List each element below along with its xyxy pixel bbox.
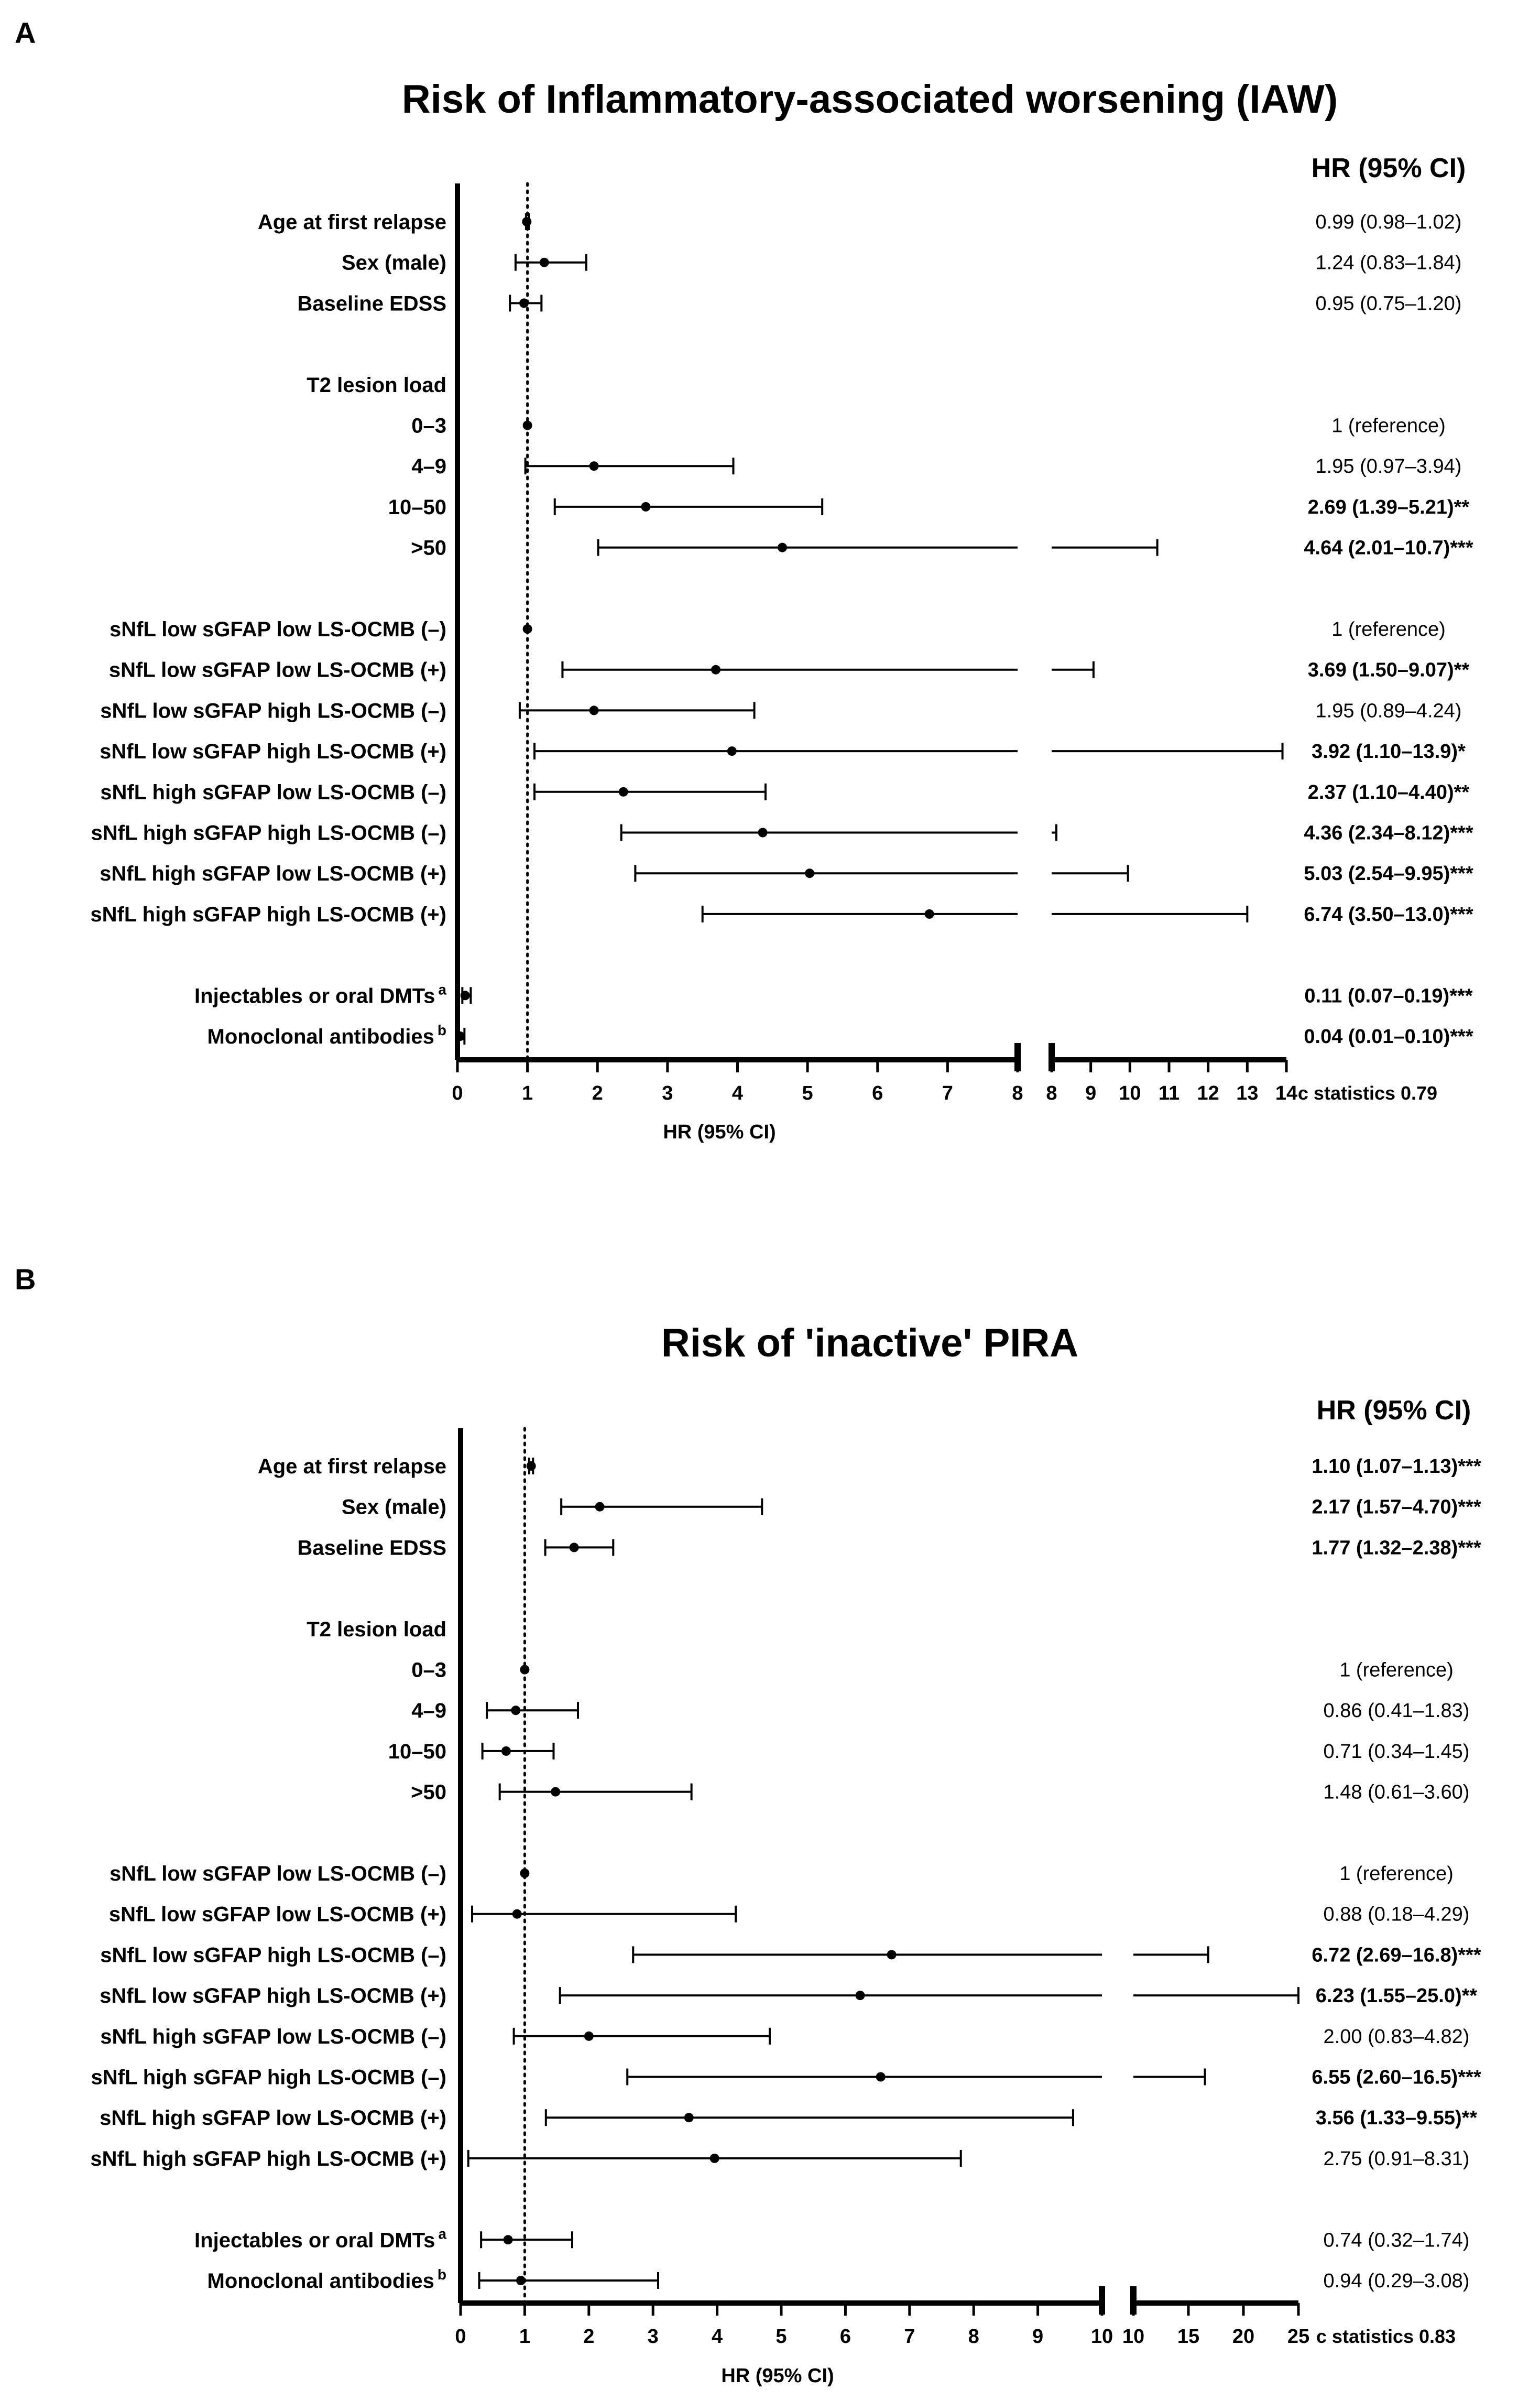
hr-point [523,624,532,634]
row-label [100,1943,446,1967]
forest-row [258,1455,1481,1478]
row-label-text: Baseline EDSS [297,1536,446,1560]
hr-point [619,787,628,797]
row-label [100,740,446,763]
x-tick-label: 0 [455,2326,466,2348]
forest-row [90,2147,1469,2170]
forest-row [297,292,1461,315]
hr-ci-text: 0.99 (0.98–1.02) [1315,211,1462,233]
row-label [91,822,446,845]
row-label-text: sNfL high sGFAP low LS-OCMB (–) [100,2025,446,2048]
hr-point [684,2113,694,2122]
x-tick-label: 5 [776,2326,787,2348]
hr-point [516,2276,526,2285]
x-tick-label: 5 [802,1082,813,1104]
x-tick-label: 3 [647,2326,659,2348]
row-label [90,2147,446,2170]
forest-row [91,2066,1481,2089]
hr-point [641,502,650,512]
forest-row [342,252,1462,275]
x-axis-title: HR (95% CI) [663,1121,776,1143]
x-tick-label: 8 [1046,1082,1057,1104]
hr-ci-text: 1.95 (0.89–4.24) [1315,700,1462,722]
hr-ci-text: 0.11 (0.07–0.19)*** [1304,985,1473,1007]
hr-ci-text: 6.55 (2.60–16.5)*** [1312,2066,1481,2089]
x-tick-label: 15 [1177,2326,1200,2348]
hr-point [595,1502,605,1512]
hr-ci-text: 2.00 (0.83–4.82) [1323,2025,1470,2048]
x-tick-label: 2 [592,1082,603,1104]
forest-row [342,1496,1481,1519]
forest-panel-b [15,1263,1481,2387]
x-tick-label: 9 [1085,1082,1097,1104]
forest-row [307,374,446,397]
row-label-text: sNfL low sGFAP low LS-OCMB (–) [109,618,446,641]
row-label [297,1536,446,1559]
forest-row [194,981,1473,1007]
hr-point [540,258,549,267]
row-label-text: 4–9 [411,1699,446,1723]
forest-row [100,1943,1481,1967]
x-tick-label: 1 [522,1082,533,1104]
hr-point [584,2032,594,2041]
row-label-text: sNfL low sGFAP high LS-OCMB (+) [100,1984,446,2008]
forest-row [110,618,1446,641]
row-label-text: sNfL low sGFAP low LS-OCMB (+) [108,1903,446,1926]
row-label [110,618,446,641]
row-label-superscript: b [437,2266,446,2283]
hr-ci-text: 3.56 (1.33–9.55)** [1315,2107,1478,2130]
forest-row [388,1740,1470,1763]
row-label-text: >50 [411,536,446,560]
row-label-text: sNfL low sGFAP low LS-OCMB (–) [109,1862,446,1885]
row-label [411,537,446,560]
row-label [194,2225,446,2252]
row-label-text: T2 lesion load [307,1617,446,1641]
hr-point [589,705,599,715]
hr-ci-text: 5.03 (2.54–9.95)*** [1304,863,1473,885]
hr-point [589,461,599,471]
hr-ci-text: 4.36 (2.34–8.12)*** [1304,822,1473,844]
x-tick-label: 9 [1032,2326,1044,2348]
c-statistic: c statistics 0.83 [1316,2326,1456,2347]
row-label [90,903,446,926]
x-tick-label: 8 [1012,1082,1023,1104]
hr-point [520,1665,529,1675]
hr-point [887,1950,897,1959]
hr-point [527,1461,536,1471]
hr-ci-text: 1 (reference) [1331,618,1446,640]
chart-title: Risk of Inflammatory-associated worsening (IAW) [401,77,1338,122]
hr-column-header: HR (95% CI) [1311,153,1466,183]
hr-point [520,1869,529,1878]
row-label-text: sNfL low sGFAP high LS-OCMB (–) [100,699,446,723]
hr-point [856,1991,865,2000]
hr-ci-text: 0.04 (0.01–0.10)*** [1304,1026,1473,1048]
row-label [207,2266,446,2293]
x-tick-label: 7 [942,1082,953,1104]
forest-row [194,2225,1469,2252]
x-tick-label: 7 [904,2326,915,2348]
row-label-text: Sex (male) [341,1495,446,1519]
hr-point [758,828,768,838]
row-label-text: Injectables or oral DMTs [194,984,435,1008]
forest-row [100,2025,1469,2048]
row-label-text: sNfL high sGFAP high LS-OCMB (–) [91,2066,446,2089]
forest-row [411,537,1473,560]
row-label [100,862,446,885]
hr-ci-text: 1.95 (0.97–3.94) [1315,455,1462,478]
forest-row [207,2266,1470,2293]
forest-row [100,2106,1477,2130]
row-label-text: Age at first relapse [257,211,446,234]
hr-point [711,665,720,675]
x-tick-label: 6 [839,2326,851,2348]
x-tick-label: 10 [1090,2326,1113,2348]
forest-row [411,455,1461,478]
hr-point [522,217,531,226]
forest-row [90,903,1473,926]
x-tick-label: 3 [662,1082,673,1104]
x-tick-label: 13 [1236,1082,1259,1104]
row-label-text: sNfL high sGFAP high LS-OCMB (–) [91,821,446,845]
forest-row [258,211,1462,234]
row-label-superscript: a [438,981,446,998]
hr-column-header: HR (95% CI) [1316,1395,1471,1426]
hr-ci-text: 0.95 (0.75–1.20) [1315,292,1462,315]
hr-ci-text: 0.94 (0.29–3.08) [1323,2270,1470,2292]
row-label [411,1781,446,1804]
hr-point [570,1543,579,1552]
hr-point [805,868,814,878]
row-label [307,374,446,397]
row-label [100,2025,446,2048]
row-label [91,2066,446,2089]
row-label [342,1496,446,1519]
row-label [100,1984,446,2007]
row-label [411,1699,446,1722]
row-label-text: 10–50 [388,495,446,519]
forest-row [297,1536,1481,1559]
forest-row [100,781,1469,804]
row-label-superscript: b [437,1022,446,1038]
chart-title: Risk of 'inactive' PIRA [661,1321,1079,1365]
hr-ci-text: 6.23 (1.55–25.0)** [1315,1985,1478,2007]
row-label-text: sNfL low sGFAP high LS-OCMB (–) [100,1943,446,1967]
hr-point [519,298,529,308]
row-label-text: 0–3 [411,1658,446,1682]
forest-row [110,1862,1454,1885]
hr-point [455,1031,465,1041]
row-label [342,252,446,275]
row-label-text: Sex (male) [341,251,446,275]
row-label-text: sNfL high sGFAP low LS-OCMB (–) [100,780,446,804]
hr-point [523,421,532,430]
row-label [100,699,446,722]
hr-ci-text: 0.71 (0.34–1.45) [1323,1740,1470,1763]
hr-ci-text: 1 (reference) [1339,1863,1454,1885]
row-label [411,415,446,438]
row-label-text: T2 lesion load [307,373,446,397]
row-label [207,1022,446,1048]
forest-row [91,822,1473,845]
row-label-text: >50 [411,1780,446,1804]
hr-point [511,1706,520,1715]
row-label-superscript: a [438,2225,446,2242]
row-label [307,1618,446,1641]
forest-row [207,1022,1473,1048]
panel-letter: A [15,16,36,49]
forest-row [411,1659,1454,1682]
forest-row [100,740,1466,763]
forest-row [100,1984,1477,2007]
row-label [100,781,446,804]
x-tick-label: 10 [1119,1082,1141,1104]
hr-point [710,2154,719,2163]
row-label [109,1903,446,1926]
row-label-text: 4–9 [411,455,446,479]
forest-row [388,496,1470,519]
hr-ci-text: 1 (reference) [1339,1659,1454,1681]
row-label [110,1862,446,1885]
x-tick-label: 4 [731,1082,744,1104]
row-label [297,292,446,315]
panel-letter: B [15,1263,36,1296]
row-label [388,496,446,519]
hr-ci-text: 6.72 (2.69–16.8)*** [1312,1944,1481,1967]
x-tick-label: 14 [1275,1082,1298,1104]
forest-row [411,1781,1469,1804]
c-statistic: c statistics 0.79 [1297,1082,1438,1104]
row-label [100,2106,446,2130]
row-label [258,1455,446,1478]
hr-point [876,2072,886,2082]
row-label-text: sNfL low sGFAP high LS-OCMB (+) [100,740,446,764]
hr-ci-text: 1 (reference) [1331,415,1446,437]
hr-point [501,1746,511,1756]
x-tick-label: 6 [872,1082,883,1104]
row-label [194,981,446,1007]
row-label [258,211,446,234]
hr-point [925,909,934,919]
x-tick-label: 1 [519,2326,530,2348]
row-label [411,455,446,478]
forest-row [109,1903,1470,1926]
row-label-text: sNfL high sGFAP high LS-OCMB (+) [90,903,446,926]
row-label-text: Injectables or oral DMTs [194,2229,435,2252]
row-label-text: Baseline EDSS [297,292,446,316]
row-label-text: sNfL high sGFAP low LS-OCMB (+) [100,2106,446,2130]
hr-ci-text: 2.69 (1.39–5.21)** [1307,496,1470,518]
hr-ci-text: 3.92 (1.10–13.9)* [1312,741,1466,763]
row-label [388,1740,446,1763]
row-label-text: sNfL high sGFAP high LS-OCMB (+) [90,2147,446,2170]
hr-ci-text: 0.86 (0.41–1.83) [1323,1700,1470,1722]
hr-ci-text: 2.37 (1.10–4.40)** [1307,781,1470,803]
hr-point [461,991,470,1000]
x-tick-label: 25 [1287,2326,1310,2348]
x-tick-label: 8 [968,2326,979,2348]
row-label-text: Monoclonal antibodies [207,1025,434,1048]
row-label [109,659,446,682]
row-label-text: 10–50 [388,1740,446,1763]
forest-row [307,1618,446,1641]
hr-ci-text: 2.17 (1.57–4.70)*** [1312,1496,1481,1518]
hr-ci-text: 1.77 (1.32–2.38)*** [1312,1537,1481,1559]
forest-row [411,1699,1469,1722]
hr-ci-text: 4.64 (2.01–10.7)*** [1304,537,1473,559]
x-tick-label: 4 [712,2326,723,2348]
forest-row [411,415,1446,438]
x-tick-label: 0 [452,1082,463,1104]
hr-point [551,1787,560,1797]
x-tick-label: 12 [1197,1082,1219,1104]
row-label-text: 0–3 [411,414,446,438]
hr-point [504,2235,513,2244]
row-label-text: sNfL low sGFAP low LS-OCMB (+) [108,658,446,682]
row-label-text: sNfL high sGFAP low LS-OCMB (+) [100,862,446,886]
x-tick-label: 2 [583,2326,595,2348]
hr-ci-text: 3.69 (1.50–9.07)** [1307,659,1470,681]
hr-ci-text: 0.88 (0.18–4.29) [1323,1903,1470,1926]
forest-row [100,699,1461,722]
x-axis-title: HR (95% CI) [721,2365,834,2387]
row-label-text: Monoclonal antibodies [207,2269,434,2293]
hr-ci-text: 2.75 (0.91–8.31) [1323,2147,1470,2170]
x-tick-label: 10 [1122,2326,1145,2348]
forest-row [109,659,1470,682]
hr-ci-text: 1.24 (0.83–1.84) [1315,252,1462,274]
row-label [411,1659,446,1682]
hr-point [727,746,737,756]
hr-ci-text: 0.74 (0.32–1.74) [1323,2229,1470,2252]
forest-row [100,862,1473,885]
hr-point [512,1909,522,1919]
row-label-text: Age at first relapse [257,1455,446,1478]
hr-ci-text: 6.74 (3.50–13.0)*** [1304,903,1473,926]
forest-panel-a [15,16,1473,1143]
hr-ci-text: 1.10 (1.07–1.13)*** [1312,1456,1481,1478]
hr-ci-text: 1.48 (0.61–3.60) [1323,1781,1470,1804]
hr-point [778,543,787,552]
x-tick-label: 20 [1232,2326,1255,2348]
x-tick-label: 11 [1158,1082,1180,1104]
